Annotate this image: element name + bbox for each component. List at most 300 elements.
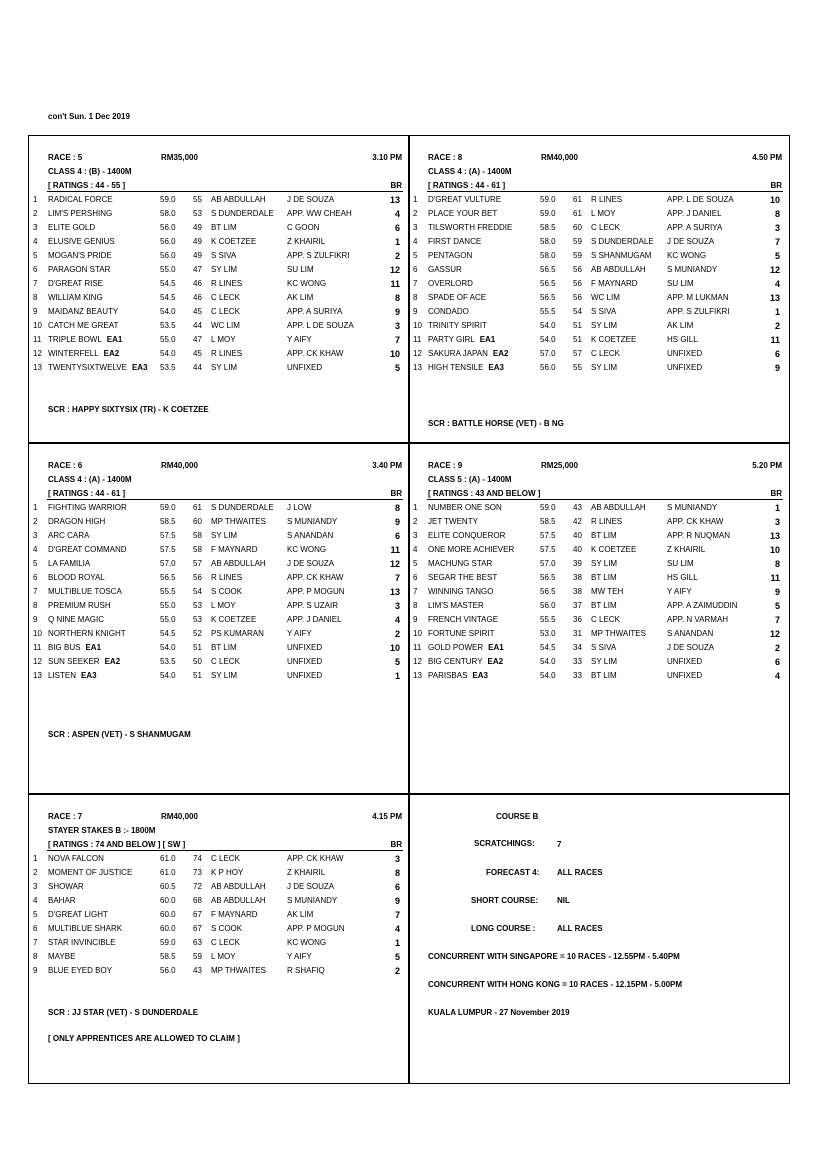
rating: 43 [193, 966, 202, 975]
scratching-note: SCR : BATTLE HORSE (VET) - B NG [428, 419, 564, 428]
horse-name-text: FIGHTING WARRIOR [48, 503, 127, 512]
horse-name-text: NUMBER ONE SON [428, 503, 502, 512]
emergency-tag: EA3 [81, 671, 97, 680]
rating: 68 [193, 896, 202, 905]
trainer: APP. S ZULFIKRI [287, 251, 350, 260]
runner-number: 8 [413, 601, 418, 610]
rating: 49 [193, 251, 202, 260]
emergency-tag: EA1 [488, 643, 504, 652]
horse-name [428, 559, 492, 569]
weight: 57.5 [540, 531, 556, 540]
rating: 51 [193, 671, 202, 680]
runner-number: 9 [33, 307, 38, 316]
weight: 55.5 [540, 307, 556, 316]
runner-row [28, 321, 408, 335]
jockey: R LINES [211, 349, 243, 358]
barrier: 8 [774, 209, 780, 219]
race-time: 3.10 PM [372, 153, 402, 162]
horse-name [428, 615, 498, 625]
trainer: HS GILL [667, 573, 698, 582]
runner-row [28, 657, 408, 671]
rating: 51 [193, 643, 202, 652]
runner-number: 11 [33, 335, 42, 344]
horse-name [48, 573, 105, 583]
runner-number: 8 [33, 293, 38, 302]
horse-name-text: NOVA FALCON [48, 854, 104, 863]
weight: 53.0 [540, 629, 556, 638]
runner-row [28, 629, 408, 643]
horse-name [48, 882, 84, 892]
jockey: C LECK [211, 293, 240, 302]
horse-name [48, 265, 110, 275]
runner-number: 2 [33, 868, 38, 877]
place-date: KUALA LUMPUR - 27 November 2019 [428, 1008, 570, 1017]
horse-name-text: NORTHERN KNIGHT [48, 629, 126, 638]
jockey: SY LIM [591, 559, 618, 568]
runner-row [408, 601, 788, 615]
runner-row [408, 573, 788, 587]
race-ratings: [ RATINGS : 44 - 55 ] [48, 181, 126, 190]
barrier: 1 [774, 307, 780, 317]
runner-number: 4 [413, 545, 418, 554]
horse-name-text: ELUSIVE GENIUS [48, 237, 115, 246]
race-class: CLASS 4 : (A) - 1400M [428, 167, 512, 176]
rating: 73 [193, 868, 202, 877]
barrier: 10 [769, 545, 780, 555]
horse-name-text: SAKURA JAPAN [428, 349, 488, 358]
trainer: APP. P MOGUN [287, 587, 345, 596]
horse-name-text: BLOOD ROYAL [48, 573, 105, 582]
page-header: con't Sun. 1 Dec 2019 [48, 112, 130, 121]
runner-number: 13 [413, 363, 422, 372]
barrier: 5 [394, 657, 400, 667]
rating: 33 [573, 657, 582, 666]
horse-name [428, 265, 462, 275]
weight: 58.0 [160, 209, 176, 218]
horse-name-text: ONE MORE ACHIEVER [428, 545, 515, 554]
runner-row [28, 349, 408, 363]
barrier: 3 [394, 321, 400, 331]
trainer: UNFIXED [287, 671, 323, 680]
trainer: Y AIFY [287, 952, 312, 961]
scratching-note: SCR : ASPEN (VET) - S SHANMUGAM [48, 730, 191, 739]
horse-name-text: FORTUNE SPIRIT [428, 629, 495, 638]
runner-row [28, 938, 408, 952]
barrier: 5 [774, 251, 780, 261]
weight: 54.5 [160, 279, 176, 288]
barrier: 4 [774, 671, 780, 681]
horse-name-text: BLUE EYED BOY [48, 966, 113, 975]
horse-name-text: MOMENT OF JUSTICE [48, 868, 133, 877]
race-block [28, 794, 408, 1084]
trainer: J DE SOUZA [287, 559, 335, 568]
trainer: APP. WW CHEAH [287, 209, 352, 218]
horse-name-text: PREMIUM RUSH [48, 601, 111, 610]
runner-row [28, 924, 408, 938]
rating: 56 [573, 293, 582, 302]
horse-name-text: D'GREAT LIGHT [48, 910, 108, 919]
race-time: 4.15 PM [372, 812, 402, 821]
weight: 54.0 [160, 349, 176, 358]
runner-row [408, 279, 788, 293]
horse-name-text: MULTIBLUE TOSCA [48, 587, 122, 596]
runner-row [408, 517, 788, 531]
runner-row [408, 335, 788, 349]
horse-name [428, 503, 502, 513]
weight: 57.5 [540, 545, 556, 554]
horse-name [428, 195, 501, 205]
horse-name-text: MAYBE [48, 952, 76, 961]
barrier: 3 [774, 223, 780, 233]
trainer: AK LIM [667, 321, 694, 330]
jockey: WC LIM [211, 321, 240, 330]
runner-number: 3 [33, 223, 38, 232]
rating: 33 [573, 671, 582, 680]
runner-number: 4 [33, 545, 38, 554]
barrier: 2 [394, 251, 400, 261]
concurrent-hongkong: CONCURRENT WITH HONG KONG = 10 RACES - 12.15PM - 5.00PM [428, 980, 683, 989]
trainer: AK LIM [287, 293, 314, 302]
jockey: BT LIM [591, 573, 617, 582]
race-block [408, 443, 788, 793]
runner-number: 12 [33, 657, 42, 666]
weight: 54.5 [160, 293, 176, 302]
horse-name [48, 531, 89, 541]
rating: 37 [573, 601, 582, 610]
trainer: UNFIXED [667, 349, 703, 358]
horse-name-text: CONDADO [428, 307, 469, 316]
horse-name-text: SPADE OF ACE [428, 293, 487, 302]
runner-number: 9 [413, 615, 418, 624]
jockey: SY LIM [591, 321, 618, 330]
trainer: J DE SOUZA [287, 882, 335, 891]
runner-number: 3 [413, 531, 418, 540]
barrier: 7 [774, 615, 780, 625]
horse-name [428, 545, 514, 555]
jockey: C LECK [211, 854, 240, 863]
trainer: APP. J DANIEL [667, 209, 722, 218]
rating: 56 [573, 265, 582, 274]
rating: 39 [573, 559, 582, 568]
runner-number: 10 [33, 629, 42, 638]
weight: 54.0 [540, 321, 556, 330]
runner-row [28, 279, 408, 293]
horse-name [48, 307, 118, 317]
weight: 56.5 [540, 587, 556, 596]
runner-number: 7 [33, 938, 38, 947]
rating: 53 [193, 615, 202, 624]
rating: 67 [193, 924, 202, 933]
jockey: L MOY [211, 601, 236, 610]
jockey: L MOY [211, 335, 236, 344]
horse-name-text: TILSWORTH FREDDIE [428, 223, 513, 232]
trainer: APP. N VARMAH [667, 615, 729, 624]
jockey: BT LIM [591, 671, 617, 680]
race-class: CLASS 5 : (A) - 1400M [428, 475, 512, 484]
runner-row [28, 503, 408, 517]
weight: 56.0 [160, 237, 176, 246]
forecast-label: FORECAST 4: [486, 868, 540, 877]
jockey: S DUNDERDALE [591, 237, 654, 246]
runner-number: 10 [413, 629, 422, 638]
weight: 58.5 [540, 517, 556, 526]
jockey: L MOY [591, 209, 616, 218]
horse-name [428, 307, 469, 317]
horse-name [428, 629, 495, 639]
trainer: APP. CK KHAW [667, 517, 724, 526]
trainer: APP. CK KHAW [287, 573, 344, 582]
horse-name [428, 643, 504, 653]
runner-row [28, 223, 408, 237]
race-prize: RM40,000 [541, 153, 578, 162]
barrier: 12 [389, 559, 400, 569]
horse-name [48, 237, 115, 247]
weight: 57.5 [160, 531, 176, 540]
race-class: CLASS 4 : (B) - 1400M [48, 167, 132, 176]
header-underline [47, 499, 403, 500]
barrier: 11 [390, 545, 400, 555]
horse-name [48, 924, 122, 934]
runner-row [28, 545, 408, 559]
weight: 61.0 [160, 854, 176, 863]
horse-name-text: DRAGON HIGH [48, 517, 106, 526]
rating: 55 [193, 195, 202, 204]
trainer: AK LIM [287, 910, 314, 919]
trainer: UNFIXED [287, 657, 323, 666]
runner-number: 5 [33, 251, 38, 260]
rating: 38 [573, 573, 582, 582]
runner-row [408, 545, 788, 559]
rating: 61 [573, 209, 582, 218]
horse-name-text: LIM'S PERSHING [48, 209, 113, 218]
trainer: Z KHAIRIL [287, 868, 326, 877]
barrier: 2 [394, 629, 400, 639]
jockey: S SIVA [211, 251, 237, 260]
weight: 59.0 [540, 195, 556, 204]
runner-number: 6 [413, 573, 418, 582]
horse-name-text: STAR INVINCIBLE [48, 938, 116, 947]
horse-name-text: PARISBAS [428, 671, 468, 680]
barrier: 7 [394, 910, 400, 920]
runner-number: 5 [33, 910, 38, 919]
jockey: S SIVA [591, 307, 617, 316]
rating: 51 [573, 335, 582, 344]
runner-number: 4 [413, 237, 418, 246]
jockey: AB ABDULLAH [591, 503, 646, 512]
weight: 59.0 [160, 938, 176, 947]
horse-name-text: MACHUNG STAR [428, 559, 493, 568]
rating: 36 [573, 615, 582, 624]
jockey: AB ABDULLAH [211, 882, 266, 891]
barrier-header-label: BR [390, 181, 402, 190]
jockey: AB ABDULLAH [591, 265, 646, 274]
rating: 46 [193, 293, 202, 302]
rating: 72 [193, 882, 202, 891]
runner-number: 7 [33, 279, 38, 288]
rating: 60 [193, 517, 202, 526]
rating: 44 [193, 363, 202, 372]
emergency-tag: EA1 [106, 335, 123, 344]
rating: 53 [193, 209, 202, 218]
rating: 50 [193, 657, 202, 666]
horse-name [428, 517, 478, 527]
trainer: S ANANDAN [667, 629, 714, 638]
runner-number: 11 [413, 643, 422, 652]
runner-number: 12 [33, 349, 42, 358]
horse-name [48, 503, 127, 513]
horse-name-text: BAHAR [48, 896, 76, 905]
trainer: APP. S ZULFIKRI [667, 307, 730, 316]
rating: 31 [573, 629, 582, 638]
barrier-header-label: BR [390, 489, 402, 498]
horse-name [48, 279, 103, 289]
runner-number: 2 [413, 517, 418, 526]
horse-name [428, 671, 488, 681]
horse-name-text: Q NINE MAGIC [48, 615, 105, 624]
jockey: C LECK [211, 657, 240, 666]
trainer: S MUNIANDY [287, 517, 338, 526]
horse-name [428, 209, 497, 219]
trainer: UNFIXED [287, 363, 323, 372]
runner-row [408, 363, 788, 377]
rating: 45 [193, 307, 202, 316]
weight: 59.0 [160, 503, 176, 512]
rating: 59 [573, 237, 582, 246]
runner-row [28, 517, 408, 531]
barrier: 6 [394, 223, 400, 233]
race-block [28, 135, 408, 442]
runner-row [408, 349, 788, 363]
barrier: 11 [770, 335, 780, 345]
trainer: HS GILL [667, 335, 698, 344]
horse-name-text: TWENTYSIXTWELVE [48, 363, 127, 372]
trainer: R SHAFIQ [287, 966, 325, 975]
race-ratings: [ RATINGS : 44 - 61 ] [48, 489, 126, 498]
weight: 59.0 [540, 209, 556, 218]
runner-row [28, 952, 408, 966]
runner-number: 7 [413, 279, 418, 288]
rating: 55 [573, 363, 582, 372]
weight: 56.5 [540, 573, 556, 582]
jockey: SY LIM [211, 363, 238, 372]
weight: 57.0 [160, 559, 176, 568]
jockey: R LINES [211, 573, 243, 582]
horse-name-text: MOGAN'S PRIDE [48, 251, 112, 260]
race-time: 4.50 PM [752, 153, 782, 162]
horse-name [48, 335, 122, 345]
barrier: 11 [770, 573, 780, 583]
horse-name-text: D'GREAT VULTURE [428, 195, 502, 204]
rating: 51 [573, 321, 582, 330]
horse-name-text: D'GREAT COMMAND [48, 545, 127, 554]
trainer: APP. A SURIYA [667, 223, 723, 232]
trainer: C GOON [287, 223, 320, 232]
runner-number: 12 [413, 657, 422, 666]
barrier: 12 [769, 629, 780, 639]
barrier: 13 [389, 587, 400, 597]
runner-number: 13 [33, 671, 42, 680]
runner-row [28, 293, 408, 307]
horse-name-text: WINNING TANGO [428, 587, 494, 596]
trainer: APP. L DE SOUZA [667, 195, 734, 204]
horse-name [48, 952, 75, 962]
runner-row [408, 209, 788, 223]
horse-name-text: SHOWAR [48, 882, 84, 891]
trainer: J LOW [287, 503, 312, 512]
barrier: 10 [389, 643, 400, 653]
jockey: S COOK [211, 587, 243, 596]
horse-name [48, 896, 76, 906]
runner-number: 6 [413, 265, 418, 274]
weight: 54.0 [540, 671, 556, 680]
race-time: 3.40 PM [372, 461, 402, 470]
runner-number: 2 [33, 209, 38, 218]
race-time: 5.20 PM [752, 461, 782, 470]
header-underline [427, 191, 783, 192]
jockey: PS KUMARAN [211, 629, 264, 638]
runner-row [408, 615, 788, 629]
horse-name-text: FRENCH VINTAGE [428, 615, 499, 624]
trainer: Y AIFY [287, 335, 312, 344]
horse-name-text: BIG BUS [48, 643, 81, 652]
rating: 47 [193, 265, 202, 274]
runner-row [408, 629, 788, 643]
weight: 61.0 [160, 868, 176, 877]
weight: 56.0 [160, 966, 176, 975]
rating: 54 [193, 587, 202, 596]
weight: 57.5 [160, 545, 176, 554]
weight: 53.5 [160, 321, 176, 330]
jockey: L MOY [211, 952, 236, 961]
rating: 45 [193, 349, 202, 358]
barrier: 10 [389, 349, 400, 359]
horse-name [48, 545, 127, 555]
rating: 49 [193, 237, 202, 246]
weight: 58.5 [160, 517, 176, 526]
trainer: APP. J DANIEL [287, 615, 342, 624]
horse-name-text: OVERLORD [428, 279, 473, 288]
race-ratings: [ RATINGS : 44 - 61 ] [428, 181, 506, 190]
runner-row [408, 559, 788, 573]
rating: 43 [573, 503, 582, 512]
weight: 54.0 [160, 671, 176, 680]
trainer: KC WONG [667, 251, 707, 260]
emergency-tag: EA2 [492, 349, 509, 358]
horse-name-text: ELITE CONQUEROR [428, 531, 506, 540]
jockey: C LECK [591, 223, 620, 232]
header-underline [47, 191, 403, 192]
weight: 60.0 [160, 896, 176, 905]
horse-name [428, 321, 487, 331]
jockey: S DUNDERDALE [211, 209, 274, 218]
barrier: 2 [774, 643, 780, 653]
horse-name-text: D'GREAT RISE [48, 279, 104, 288]
rating: 47 [193, 335, 202, 344]
horse-name-text: BIG CENTURY [428, 657, 483, 666]
runner-number: 4 [33, 237, 38, 246]
horse-name-text: SUN SEEKER [48, 657, 100, 666]
rating: 74 [193, 854, 202, 863]
emergency-tag: EA2 [103, 349, 120, 358]
horse-name-text: TRIPLE BOWL [48, 335, 102, 344]
jockey: K P HOY [211, 868, 244, 877]
trainer: J DE SOUZA [667, 237, 715, 246]
runner-row [28, 643, 408, 657]
emergency-tag: EA2 [104, 657, 121, 666]
runner-number: 1 [33, 195, 38, 204]
runner-number: 1 [413, 195, 418, 204]
barrier: 4 [394, 615, 400, 625]
